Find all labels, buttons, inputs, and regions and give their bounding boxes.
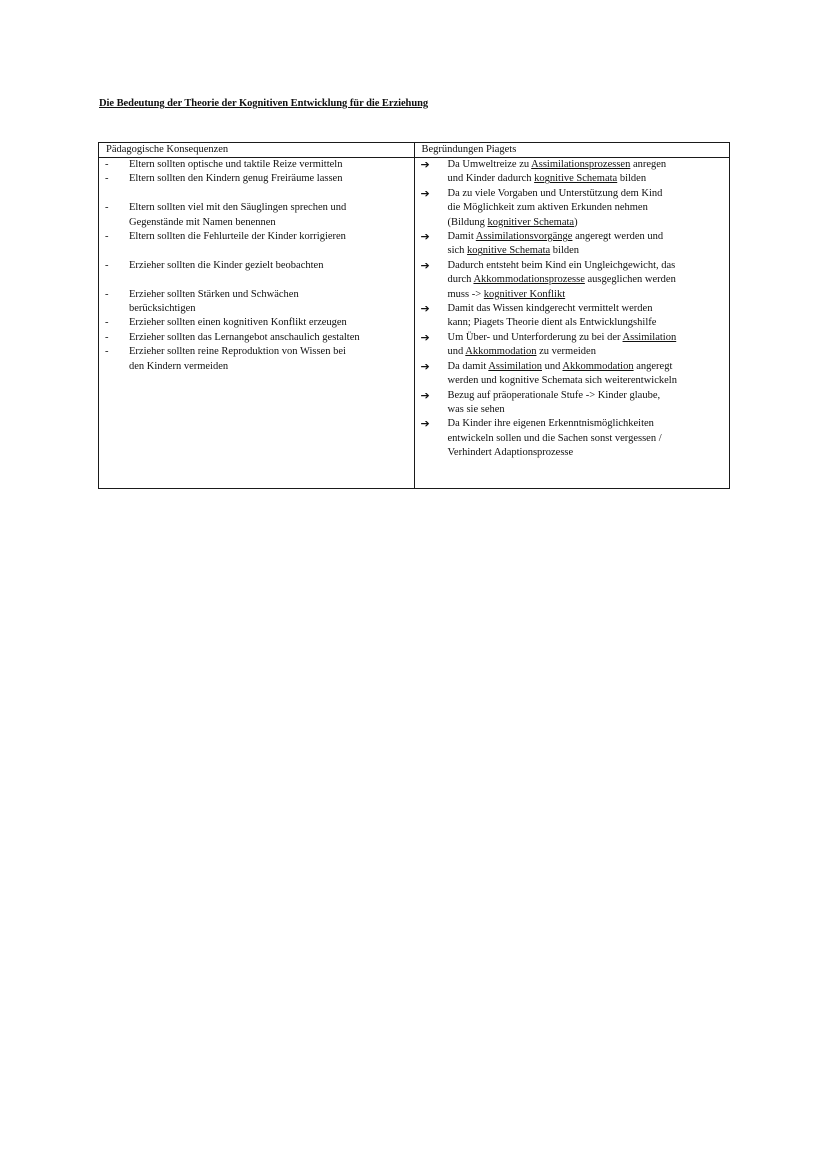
reason-line: Da zu viele Vorgaben und Unterstützung dem Kind — [447, 187, 663, 199]
arrow-right-icon: ➔ — [420, 186, 430, 200]
underlined-term: Assimilation — [488, 360, 542, 372]
document-title: Die Bedeutung der Theorie der Kognitiven Entwicklung für die Erziehung — [99, 98, 429, 109]
reason-line: sich kognitive Schemata bilden — [447, 245, 580, 257]
consequences-table — [98, 142, 730, 489]
reason-line: was sie sehen — [447, 403, 505, 415]
consequence-line: Gegenstände mit Namen benennen — [129, 216, 276, 228]
underlined-term: Akkommodationsprozesse — [473, 274, 585, 286]
table-body-row — [99, 158, 730, 489]
arrow-right-icon: ➔ — [420, 302, 430, 316]
reason-item — [415, 187, 730, 230]
underlined-term: kognitiver Konflikt — [483, 288, 566, 300]
dash-marker: - — [105, 331, 109, 343]
consequence-line: berücksichtigen — [129, 303, 196, 315]
reason-item — [415, 389, 730, 418]
arrow-right-icon: ➔ — [420, 158, 430, 171]
arrow-right-icon: ➔ — [420, 359, 430, 373]
dash-marker: - — [105, 173, 109, 185]
consequence-item — [99, 316, 414, 330]
consequence-item — [99, 345, 414, 374]
dash-marker: - — [105, 259, 109, 271]
underlined-term: Akkommodation — [465, 346, 537, 358]
arrow-right-icon: ➔ — [420, 417, 430, 431]
arrow-right-icon: ➔ — [420, 388, 430, 402]
arrow-right-icon: ➔ — [420, 330, 430, 344]
reason-line: und Akkommodation zu vermeiden — [447, 346, 596, 358]
reasons-cell — [414, 158, 730, 489]
reason-item — [415, 360, 730, 389]
header-paedagogische-konsequenzen: Pädagogische Konsequenzen — [99, 143, 415, 158]
header-begruendungen-piagets: Begründungen Piagets — [414, 143, 730, 158]
reason-line: Dadurch entsteht beim Kind ein Ungleichgewicht, das — [447, 259, 676, 271]
reason-item — [415, 158, 730, 187]
reason-item — [415, 417, 730, 460]
underlined-term: Assimilationsvorgänge — [475, 231, 573, 243]
arrow-right-icon: ➔ — [420, 258, 430, 272]
reason-item — [415, 259, 730, 302]
consequence-line: Eltern sollten viel mit den Säuglingen sprechen und — [129, 202, 347, 214]
consequence-line: Erzieher sollten die Kinder gezielt beobachten — [129, 259, 324, 271]
reason-line: kann; Piagets Theorie dient als Entwicklungshilfe — [447, 317, 657, 329]
consequence-item — [99, 331, 414, 345]
consequence-item — [99, 259, 414, 273]
consequence-item — [99, 201, 414, 230]
consequence-item — [99, 288, 414, 317]
arrow-right-icon: ➔ — [420, 230, 430, 244]
dash-marker: - — [105, 231, 109, 243]
reason-line: die Möglichkeit zum aktiven Erkunden nehmen — [447, 202, 648, 214]
reason-line: muss -> kognitiver Konflikt — [447, 288, 566, 300]
reason-line: durch Akkommodationsprozesse ausgeglichen werden — [447, 274, 676, 286]
reason-line: Damit Assimilationsvorgänge angeregt werden und — [447, 231, 664, 243]
reason-item — [415, 331, 730, 360]
reason-line: Da Kinder ihre eigenen Erkenntnismöglichkeiten — [447, 418, 654, 430]
underlined-term: Assimilation — [622, 331, 677, 343]
reason-line: und Kinder dadurch kognitive Schemata bilden — [447, 173, 647, 185]
reason-line: (Bildung kognitiver Schemata) — [447, 216, 578, 228]
blank-line — [99, 244, 414, 258]
consequence-item — [99, 172, 414, 186]
blank-line — [99, 187, 414, 201]
consequence-line: Eltern sollten optische und taktile Reize vermitteln — [129, 159, 343, 170]
consequence-line: Erzieher sollten einen kognitiven Konflikt erzeugen — [129, 317, 347, 329]
underlined-term: kognitiver Schemata — [487, 216, 575, 228]
reason-line: Um Über- und Unterforderung zu bei der Assimilation — [447, 331, 677, 343]
consequence-line: Erzieher sollten reine Reproduktion von Wissen bei — [129, 346, 346, 358]
reason-item — [415, 302, 730, 331]
table-header-row — [99, 143, 730, 158]
blank-line — [99, 273, 414, 287]
reason-line: Verhindert Adaptionsprozesse — [447, 447, 574, 459]
dash-marker: - — [105, 346, 109, 358]
reason-line: Damit das Wissen kindgerecht vermittelt werden — [447, 303, 653, 315]
reason-line: werden und kognitive Schemata sich weiterentwickeln — [447, 375, 677, 387]
reason-item — [415, 230, 730, 259]
consequence-line: Erzieher sollten Stärken und Schwächen — [129, 288, 299, 300]
reason-line: Da Umweltreize zu Assimilationsprozessen anregen — [447, 159, 667, 170]
reason-line: Bezug auf präoperationale Stufe -> Kinder glaube, — [447, 389, 661, 401]
consequences-cell — [99, 158, 415, 489]
dash-marker: - — [105, 288, 109, 300]
consequence-line: Eltern sollten die Fehlurteile der Kinder korrigieren — [129, 231, 346, 243]
dash-marker: - — [105, 317, 109, 329]
consequence-line: Eltern sollten den Kindern genug Freiräume lassen — [129, 173, 343, 185]
underlined-term: Akkommodation — [562, 360, 634, 372]
consequence-line: Erzieher sollten das Lernangebot anschaulich gestalten — [129, 331, 360, 343]
dash-marker: - — [105, 202, 109, 214]
dash-marker: - — [105, 159, 109, 170]
underlined-term: kognitive Schemata — [534, 173, 618, 185]
reason-line: Da damit Assimilation und Akkommodation angeregt — [447, 360, 673, 372]
underlined-term: kognitive Schemata — [467, 245, 551, 257]
underlined-term: Assimilationsprozessen — [531, 159, 631, 170]
consequence-item — [99, 230, 414, 244]
consequence-item — [99, 158, 414, 172]
consequence-line: den Kindern vermeiden — [129, 360, 229, 372]
reason-line: entwickeln sollen und die Sachen sonst vergessen / — [447, 432, 662, 444]
